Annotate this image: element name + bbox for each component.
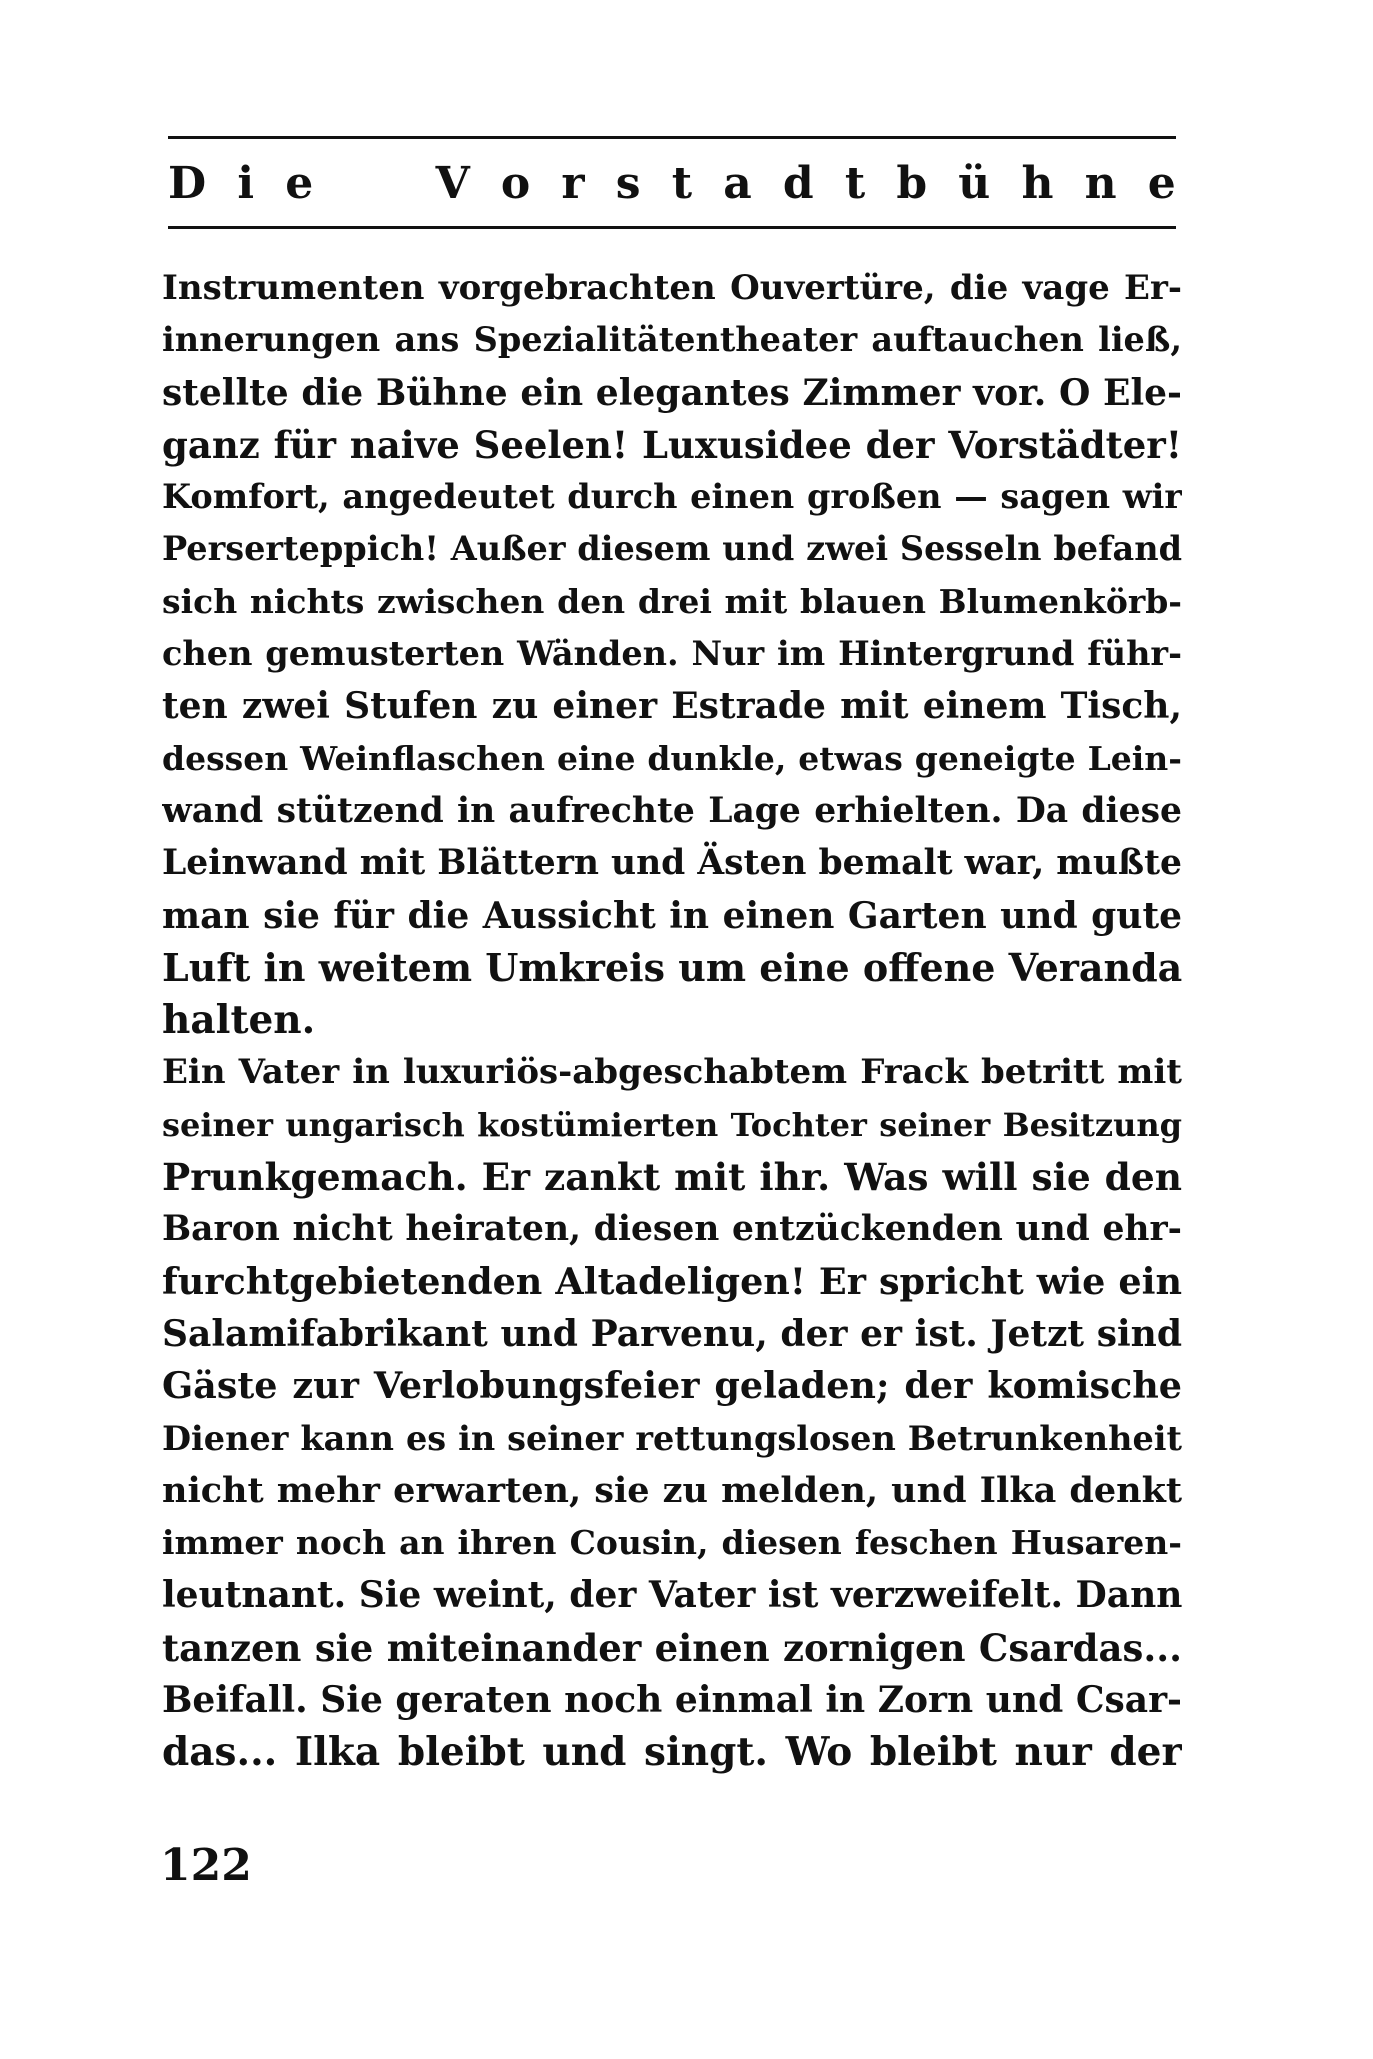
header-rule-top xyxy=(168,136,1176,139)
running-head-letter: b xyxy=(896,157,928,209)
running-head-letter: e xyxy=(285,157,314,209)
text-line: innerungen ans Spezialitätentheater auftauchen ließ, xyxy=(162,320,1182,360)
body-text xyxy=(162,262,1182,1779)
text-line: Gäste zur Verlobungsfeier geladen; der komische xyxy=(162,1364,1182,1408)
running-head-letter: i xyxy=(237,157,255,209)
text-line: Baron nicht heiraten, diesen entzückenden und ehr- xyxy=(162,1209,1182,1250)
text-line: man sie für die Aussicht in einen Garten und gute xyxy=(162,894,1182,937)
page-number: 122 xyxy=(160,1840,252,1891)
text-line: Luft in weitem Umkreis um eine offene Veranda xyxy=(162,944,1182,990)
text-line: Prunkgemach. Er zankt mit ihr. Was will sie den xyxy=(162,1155,1182,1200)
running-head-letter: s xyxy=(615,157,641,209)
paragraph-2 xyxy=(162,1046,1182,1778)
text-line: Leinwand mit Blättern und Ästen bemalt war, mußte xyxy=(162,843,1182,884)
text-line: sich nichts zwischen den drei mit blauen Blumenkörb- xyxy=(162,581,1182,621)
text-line: ten zwei Stufen zu einer Estrade mit einem Tisch, xyxy=(162,685,1182,728)
text-line: furchtgebietenden Altadeligen! Er spricht wie ein xyxy=(162,1259,1182,1303)
text-line: tanzen sie miteinander einen zornigen Csardas... xyxy=(162,1625,1182,1670)
text-line: halten. xyxy=(162,997,316,1044)
running-head-letter: t xyxy=(671,157,693,209)
text-line: Diener kann es in seiner rettungslosen Betrunkenheit xyxy=(162,1418,1182,1458)
running-head-letter: d xyxy=(782,157,814,209)
running-head-letter: a xyxy=(723,157,752,209)
paragraph-1 xyxy=(162,262,1182,1046)
text-line: Instrumenten vorgebrachten Ouvertüre, die vage Er- xyxy=(162,268,1182,308)
running-head-letter: t xyxy=(844,157,866,209)
running-head xyxy=(168,150,1176,216)
text-line: chen gemusterten Wänden. Nur im Hintergrund führ- xyxy=(162,634,1182,674)
text-line: Beifall. Sie geraten noch einmal in Zorn und Csar- xyxy=(162,1679,1182,1722)
text-line: immer noch an ihren Cousin, diesen feschen Husaren- xyxy=(162,1523,1182,1563)
running-head-letter: r xyxy=(561,157,585,209)
text-line: Ein Vater in luxuriös-abgeschabtem Frack betritt mit xyxy=(162,1052,1182,1093)
running-head-letter: ü xyxy=(958,157,991,209)
text-line: stellte die Bühne ein elegantes Zimmer vor. O Ele- xyxy=(162,371,1182,414)
text-line: ganz für naive Seelen! Luxusidee der Vorstädter! xyxy=(162,422,1182,467)
running-head-letter: h xyxy=(1021,157,1054,209)
running-head-letter: n xyxy=(1084,157,1117,209)
text-line: wand stützend in aufrechte Lage erhielten. Da diese xyxy=(162,790,1182,831)
running-head-letter: e xyxy=(1147,157,1176,209)
running-head-letter: D xyxy=(168,157,207,209)
running-head-letter: V xyxy=(435,157,470,209)
text-line: Perserteppich! Außer diesem und zwei Sesseln befand xyxy=(162,529,1182,569)
text-line: leutnant. Sie weint, der Vater ist verzweifelt. Dann xyxy=(162,1574,1182,1617)
header-rule-bottom xyxy=(168,226,1176,229)
text-line: nicht mehr erwarten, sie zu melden, und Ilka denkt xyxy=(162,1469,1182,1511)
text-line: seiner ungarisch kostümierten Tochter seiner Besitzung xyxy=(162,1105,1182,1144)
text-line: das... Ilka bleibt und singt. Wo bleibt nur der xyxy=(162,1729,1182,1776)
text-line: dessen Weinflaschen eine dunkle, etwas geneigte Lein- xyxy=(162,738,1182,778)
running-head-letter: o xyxy=(500,157,531,209)
text-line: Salamifabrikant und Parvenu, der er ist. Jetzt sind xyxy=(162,1312,1182,1355)
text-line: Komfort, angedeutet durch einen großen — sagen wir xyxy=(162,477,1182,517)
